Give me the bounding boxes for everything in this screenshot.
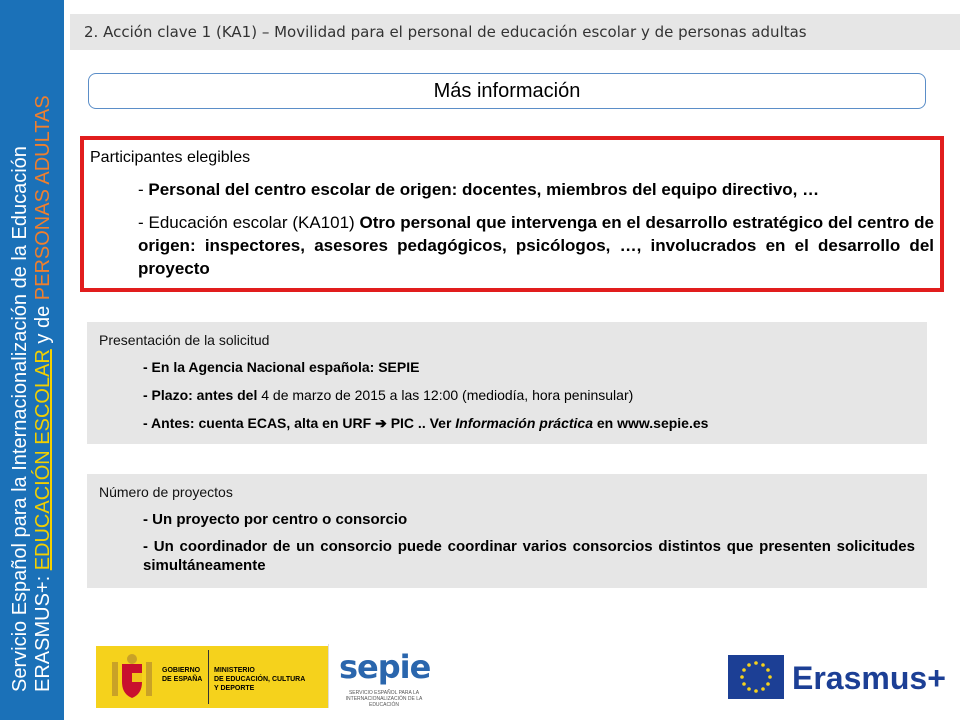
- list-item: [138, 178, 934, 201]
- sepie-subtitle: SERVICIO ESPAÑOL PARA LA INTERNACIONALIZACIÓN DE LA EDUCACIÓN: [345, 690, 423, 708]
- sidebar-line1: Servicio Español para la Internacionalización de la Educación: [9, 146, 31, 692]
- sidebar-line2: [32, 10, 55, 710]
- sidebar-escolar: EDUCACIÓN ESCOLAR: [32, 349, 54, 571]
- item-text: Personal del centro escolar de origen: docentes, miembros del equipo directivo, …: [148, 180, 820, 199]
- list-item: - En la Agencia Nacional española: SEPIE: [143, 359, 420, 375]
- slide-header: 2. Acción clave 1 (KA1) – Movilidad para el personal de educación escolar y de personas adultas: [70, 14, 960, 50]
- list-item: [143, 414, 915, 432]
- sidebar-mid: y de: [32, 300, 54, 350]
- item-normal: Educación escolar (KA101): [148, 213, 360, 232]
- section-presentacion: [87, 322, 927, 444]
- sidebar-adultas: PERSONAS ADULTAS: [32, 95, 54, 301]
- section-heading: Participantes elegibles: [90, 149, 251, 166]
- item-dash: -: [138, 213, 149, 232]
- sidebar-vertical-text: [9, 10, 55, 710]
- page-title: Más información: [88, 73, 926, 109]
- list-item: [138, 211, 934, 280]
- item-italic: Información práctica: [455, 415, 593, 431]
- item-dash: -: [138, 180, 149, 199]
- sepie-wordmark: sepie: [339, 648, 431, 686]
- item-normal: 4 de marzo de 2015 a las 12:00 (mediodía, hora peninsular): [261, 387, 634, 403]
- sidebar-erasmus-prefix: ERASMUS+:: [32, 570, 54, 692]
- gobierno-text: GOBIERNO DE ESPAÑA: [162, 667, 203, 683]
- list-item: [143, 386, 915, 404]
- list-item: - Un coordinador de un consorcio puede coordinar varios consorcios distintos que presenten solicitudes simultáneamente: [143, 538, 915, 574]
- item-bold: en www.sepie.es: [593, 415, 709, 431]
- section-heading: Número de proyectos: [99, 484, 233, 500]
- gobierno-logo: [96, 646, 328, 708]
- eu-flag-icon: [728, 655, 784, 699]
- item-bold: PIC .. Ver: [386, 415, 456, 431]
- erasmus-logo-text: Erasmus+: [792, 660, 946, 696]
- section-participantes: [90, 146, 934, 290]
- item-bold: - Plazo: antes del: [143, 387, 262, 403]
- section-numero-proyectos: [87, 474, 927, 588]
- list-item: - Un proyecto por centro o consorcio: [143, 511, 408, 528]
- coat-of-arms-icon: [106, 652, 158, 702]
- sepie-logo: [328, 644, 435, 708]
- item-bold: Otro personal que intervenga en el desarrollo estratégico del centro de origen: inspectores, asesores pedagógicos, psicólogos, …, involucrados en el desarrollo del proyecto: [138, 213, 935, 278]
- logo-divider: [208, 650, 209, 704]
- sidebar-band: [0, 0, 64, 720]
- arrow-icon: ➔: [375, 415, 387, 431]
- item-bold: - Antes: cuenta ECAS, alta en URF: [143, 415, 376, 431]
- section-heading: Presentación de la solicitud: [99, 332, 270, 348]
- ministerio-text: MINISTERIO DE EDUCACIÓN, CULTURA Y DEPORTE: [214, 667, 306, 692]
